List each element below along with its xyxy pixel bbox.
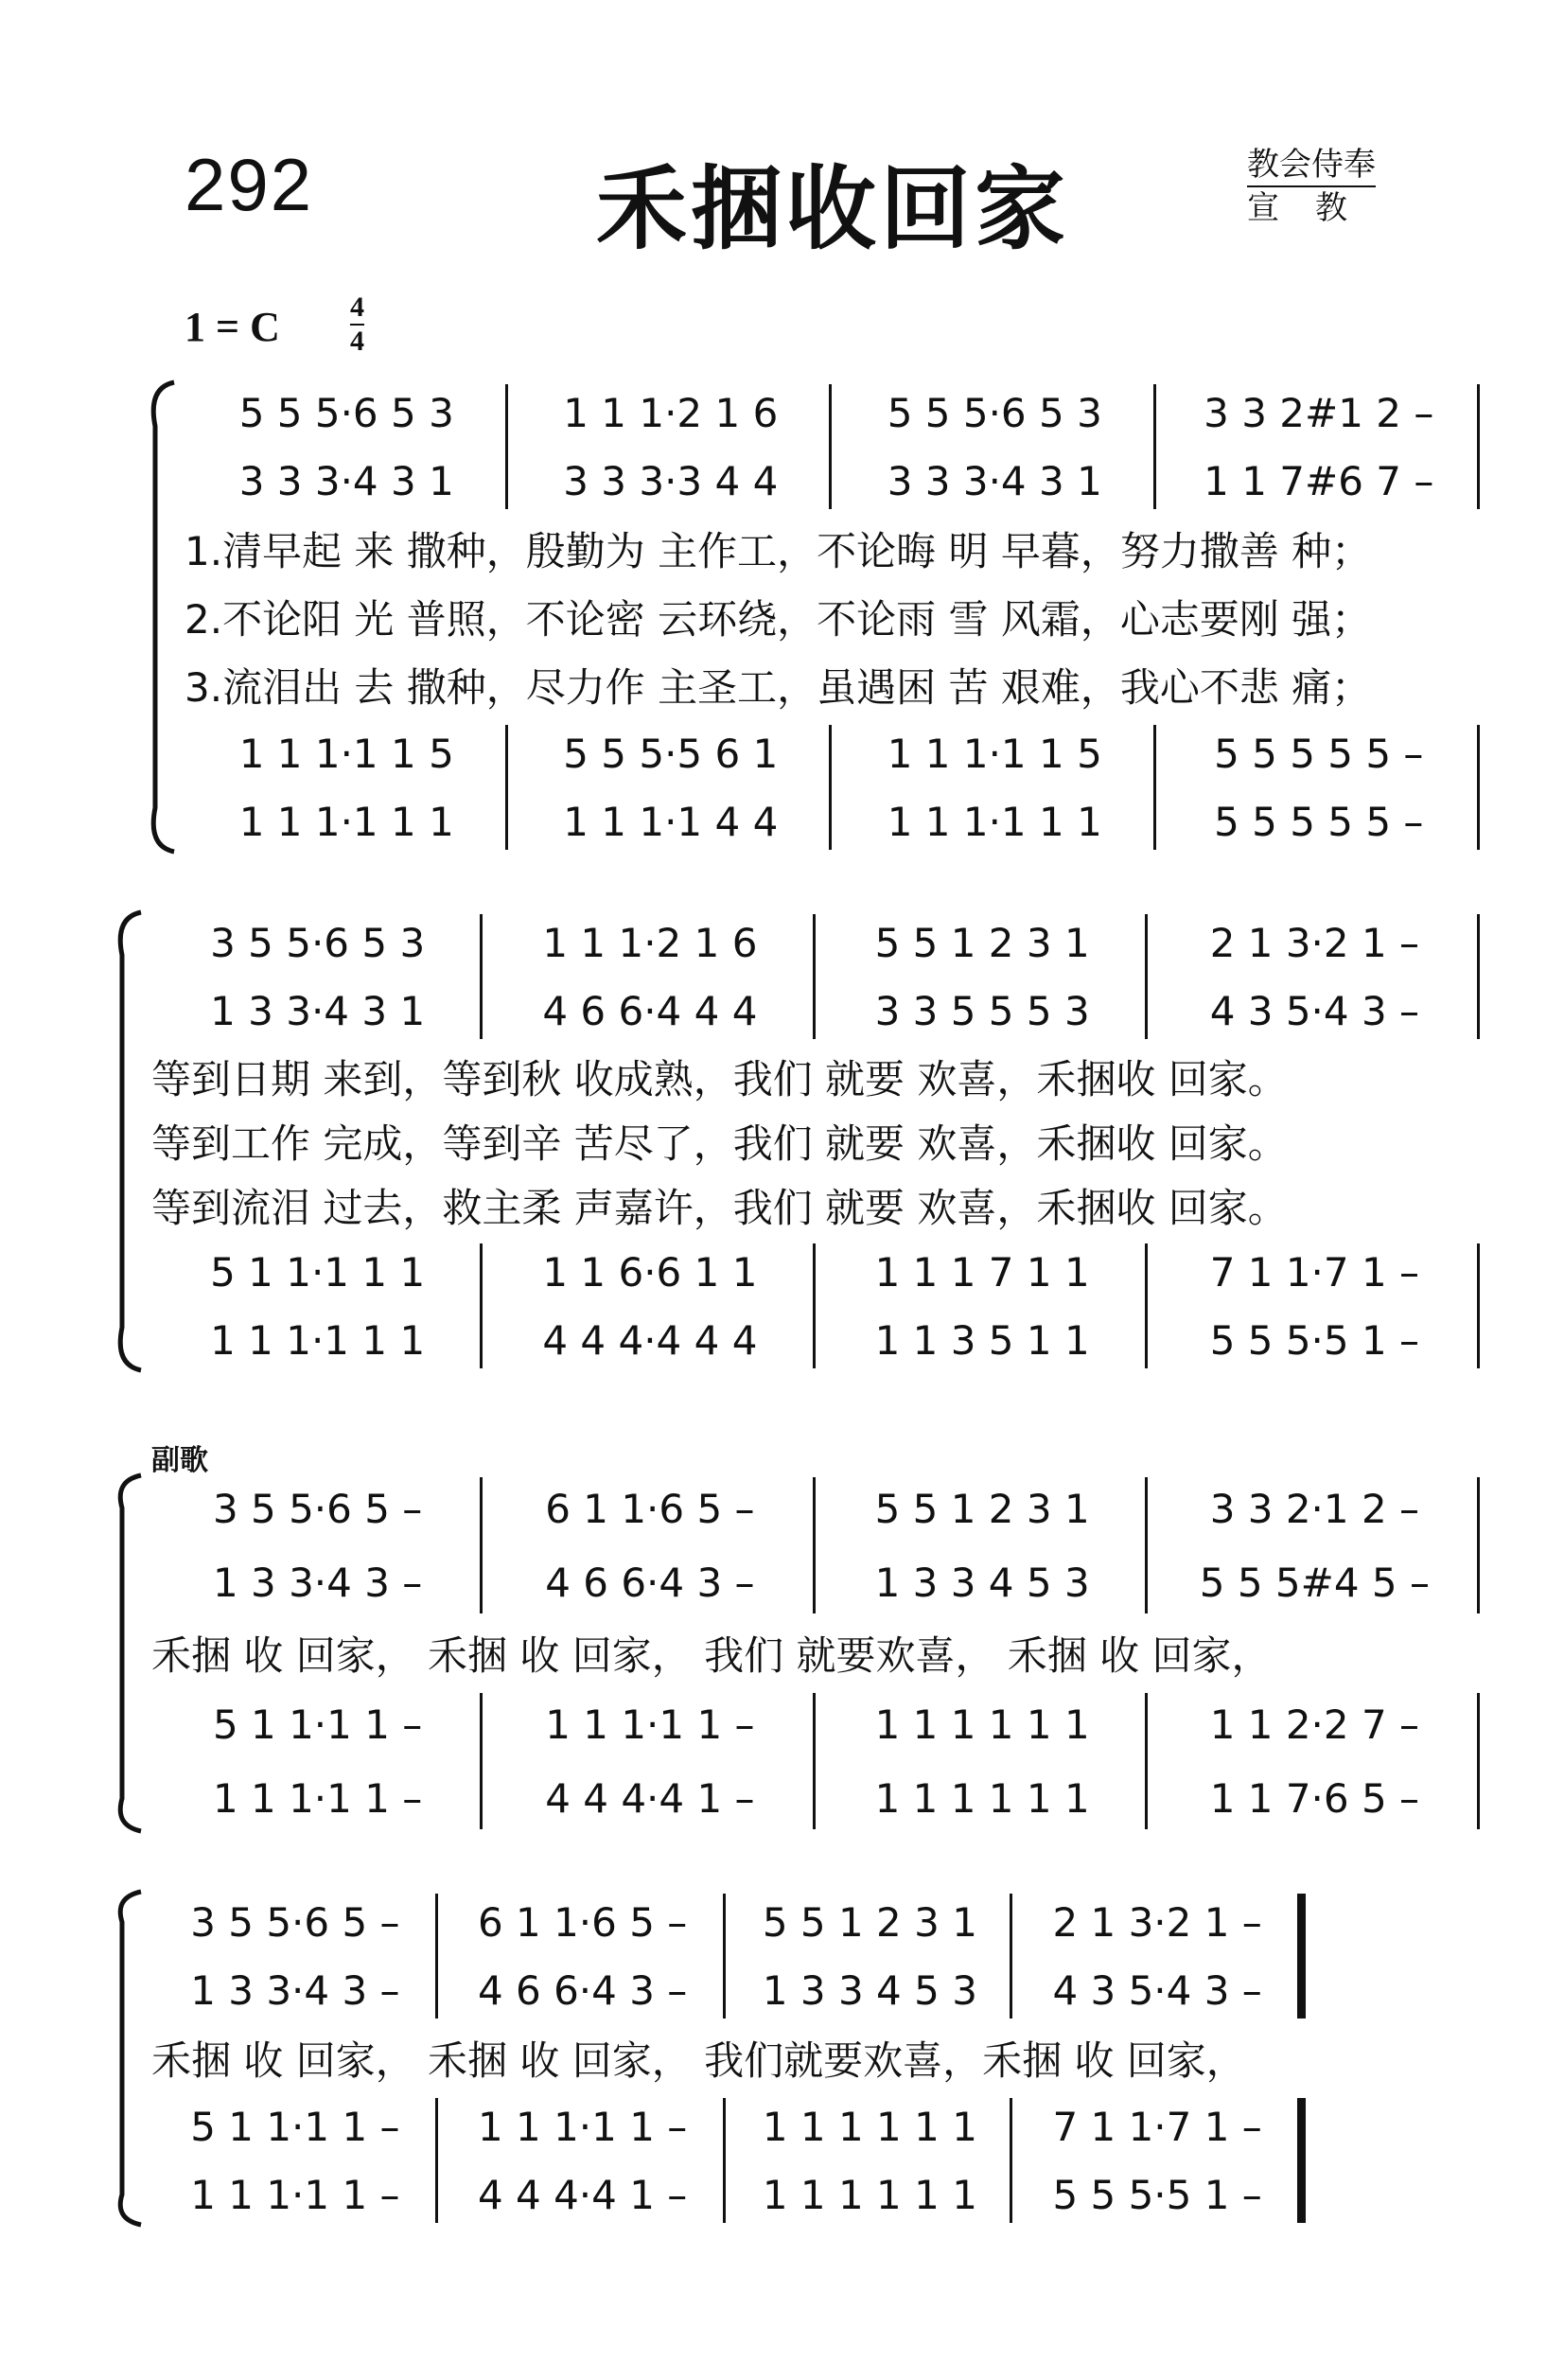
measure: 3 3 2·1 2 –	[1209, 1485, 1420, 1532]
measure: 5 1 1·1 1 1	[210, 1248, 426, 1296]
lyric-verse-3: 3.流泪出 去 撒种，尽力作 主圣工，虽遇困 苦 艰难，我心不悲 痛；	[185, 664, 1372, 711]
measure: 3 3 3·4 3 1	[238, 457, 454, 504]
barline	[505, 384, 508, 509]
measure: 4 3 5·4 3 –	[1209, 987, 1420, 1034]
measure: 1 1 1 1 1 1	[762, 2171, 977, 2218]
final-barline	[1477, 1693, 1480, 1829]
measure: 1 3 3 4 5 3	[762, 1966, 977, 2014]
measure: 1 1 1·1 1 5	[238, 730, 454, 777]
measure: 3 3 2#1 2 –	[1204, 389, 1434, 436]
measure: 5 5 5·5 1 –	[1209, 1316, 1420, 1364]
time-signature	[350, 291, 364, 358]
measure: 3 3 3·4 3 1	[887, 457, 1102, 504]
credit-line-2: 宣教	[1247, 189, 1383, 227]
system-brace	[109, 1888, 147, 2229]
barline	[435, 2098, 438, 2223]
upper-part-2	[151, 1956, 1301, 2024]
final-barline	[1477, 1477, 1480, 1613]
measure: 1 3 3·4 3 –	[190, 1966, 400, 2014]
lower-part-2	[151, 2160, 1301, 2229]
final-barline	[1297, 1894, 1306, 2019]
measure: 5 5 5 5 5 –	[1214, 730, 1424, 777]
measure: 1 1 1·1 1 –	[212, 1774, 423, 1822]
measure: 5 5 1 2 3 1	[874, 1485, 1090, 1532]
barline	[813, 1477, 816, 1613]
measure: 6 1 1·6 5 –	[545, 1485, 755, 1532]
system-brace	[109, 908, 147, 1374]
measure: 1 1 1 7 1 1	[874, 1248, 1090, 1296]
measure: 1 1 1 1 1 1	[874, 1701, 1090, 1748]
measure: 5 1 1·1 1 –	[212, 1701, 423, 1748]
measure: 4 4 4·4 1 –	[545, 1774, 755, 1822]
measure: 1 1 2·2 7 –	[1209, 1701, 1420, 1748]
lyric-verse-1: 1.清早起 来 撒种，殷勤为 主作工，不论晦 明 早暮，努力撒善 种；	[185, 528, 1372, 574]
measure: 3 3 3·3 4 4	[563, 457, 779, 504]
barline	[1145, 1243, 1148, 1368]
measure: 1 1 1·1 1 1	[210, 1316, 426, 1364]
measure: 3 3 5 5 5 3	[874, 987, 1090, 1034]
measure: 5 5 5·5 1 –	[1052, 2171, 1262, 2218]
lyric-verse-1: 等到日期 来到，等到秋 收成熟，我们 就要 欢喜，禾捆收 回家。	[151, 1056, 1288, 1102]
chorus-label: 副歌	[151, 1444, 208, 1477]
lower-part-1	[151, 2092, 1301, 2160]
measure: 1 1 1·2 1 6	[563, 389, 779, 436]
barline	[1010, 2098, 1012, 2223]
lyric-verse-1: 禾捆 收 回家， 禾捆 收 回家， 我们就要欢喜，禾捆 收 回家，	[151, 2037, 1246, 2084]
barline	[1153, 384, 1156, 509]
system-1	[185, 379, 1481, 855]
time-top: 4	[350, 291, 364, 326]
measure: 1 1 6·6 1 1	[542, 1248, 758, 1296]
upper-part-1	[151, 1888, 1301, 1956]
measure: 1 3 3·4 3 1	[210, 987, 426, 1034]
lower-part-1	[151, 1238, 1481, 1306]
lower-part-2	[151, 1761, 1481, 1835]
measure: 1 1 1·1 1 –	[545, 1701, 755, 1748]
measure: 3 5 5·6 5 –	[190, 1898, 400, 1946]
upper-part-1	[151, 1472, 1481, 1545]
key-signature: 1 = C	[185, 304, 280, 350]
barline	[829, 725, 832, 850]
measure: 5 5 1 2 3 1	[874, 919, 1090, 966]
measure: 5 5 1 2 3 1	[762, 1898, 977, 1946]
time-bottom: 4	[350, 326, 364, 357]
measure: 4 3 5·4 3 –	[1052, 1966, 1262, 2014]
lyric-verse-3: 等到流泪 过去，救主柔 声嘉许，我们 就要 欢喜，禾捆收 回家。	[151, 1185, 1288, 1231]
barline	[505, 725, 508, 850]
measure: 1 3 3·4 3 –	[212, 1559, 423, 1606]
system-3	[151, 1472, 1481, 1835]
system-4	[151, 1888, 1301, 2229]
barline	[480, 1477, 483, 1613]
measure: 1 1 1·1 1 5	[887, 730, 1102, 777]
credits	[1247, 144, 1383, 229]
measure: 7 1 1·7 1 –	[1052, 2103, 1262, 2150]
hymn-number: 292	[185, 143, 314, 226]
measure: 1 1 1·1 4 4	[563, 798, 779, 845]
lower-part-2	[185, 787, 1481, 855]
lyric-verse-2: 2.不论阳 光 普照，不论密 云环绕，不论雨 雪 风霜，心志要刚 强；	[185, 596, 1372, 643]
barline	[1153, 725, 1156, 850]
measure: 7 1 1·7 1 –	[1209, 1248, 1420, 1296]
measure: 5 5 5 5 5 –	[1214, 798, 1424, 845]
upper-part-1	[185, 379, 1481, 447]
measure: 2 1 3·2 1 –	[1052, 1898, 1262, 1946]
measure: 1 1 7·6 5 –	[1209, 1774, 1420, 1822]
measure: 3 5 5·6 5 –	[212, 1485, 423, 1532]
barline	[1145, 914, 1148, 1039]
barline	[435, 1894, 438, 2019]
measure: 1 1 1·1 1 –	[190, 2171, 400, 2218]
credit-line-1: 教会侍奉	[1247, 144, 1376, 187]
lower-part-2	[151, 1306, 1481, 1374]
measure: 1 3 3 4 5 3	[874, 1559, 1090, 1606]
measure: 1 1 1·2 1 6	[542, 919, 758, 966]
upper-part-2	[185, 447, 1481, 515]
measure: 1 1 1·1 1 1	[238, 798, 454, 845]
barline	[813, 1693, 816, 1829]
final-barline	[1477, 384, 1480, 509]
measure: 5 5 5·6 5 3	[238, 389, 454, 436]
final-barline	[1477, 725, 1480, 850]
measure: 3 5 5·6 5 3	[210, 919, 426, 966]
final-barline	[1477, 914, 1480, 1039]
barline	[813, 914, 816, 1039]
final-barline	[1297, 2098, 1306, 2223]
measure: 4 6 6·4 3 –	[477, 1966, 688, 2014]
measure: 5 5 5·6 5 3	[887, 389, 1102, 436]
barline	[480, 1693, 483, 1829]
final-barline	[1477, 1243, 1480, 1368]
measure: 5 1 1·1 1 –	[190, 2103, 400, 2150]
system-2	[151, 908, 1481, 1374]
measure: 5 5 5#4 5 –	[1199, 1559, 1430, 1606]
upper-part-2	[151, 977, 1481, 1045]
lyric-verse-1: 禾捆 收 回家， 禾捆 收 回家， 我们 就要欢喜， 禾捆 收 回家，	[151, 1632, 1272, 1679]
measure: 5 5 5·5 6 1	[563, 730, 779, 777]
system-brace	[109, 1472, 147, 1835]
measure: 2 1 3·2 1 –	[1209, 919, 1420, 966]
measure: 4 4 4·4 1 –	[477, 2171, 688, 2218]
measure: 4 6 6·4 3 –	[545, 1559, 755, 1606]
barline	[1145, 1477, 1148, 1613]
barline	[480, 1243, 483, 1368]
lower-part-1	[151, 1687, 1481, 1761]
measure: 1 1 1 1 1 1	[874, 1774, 1090, 1822]
measure: 1 1 7#6 7 –	[1204, 457, 1434, 504]
lyric-verse-2: 等到工作 完成，等到辛 苦尽了，我们 就要 欢喜，禾捆收 回家。	[151, 1120, 1288, 1167]
measure: 4 4 4·4 4 4	[542, 1316, 758, 1364]
measure: 1 1 3 5 1 1	[874, 1316, 1090, 1364]
barline	[1010, 1894, 1012, 2019]
barline	[813, 1243, 816, 1368]
upper-part-2	[151, 1545, 1481, 1619]
measure: 4 6 6·4 4 4	[542, 987, 758, 1034]
upper-part-1	[151, 908, 1481, 977]
barline	[829, 384, 832, 509]
barline	[480, 914, 483, 1039]
measure: 1 1 1·1 1 –	[477, 2103, 688, 2150]
measure: 1 1 1·1 1 1	[887, 798, 1102, 845]
barline	[723, 1894, 726, 2019]
hymn-title: 禾捆收回家	[596, 156, 1069, 262]
barline	[723, 2098, 726, 2223]
measure: 1 1 1 1 1 1	[762, 2103, 977, 2150]
measure: 6 1 1·6 5 –	[477, 1898, 688, 1946]
system-brace	[142, 379, 180, 855]
lower-part-1	[185, 719, 1481, 787]
barline	[1145, 1693, 1148, 1829]
